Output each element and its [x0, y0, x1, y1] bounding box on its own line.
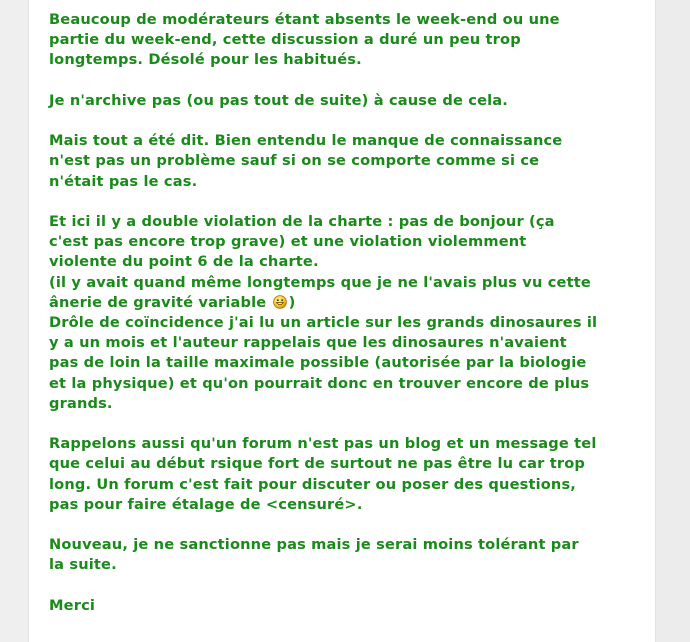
- message-line: y a un mois et l'auteur rappelais que les dinosaures n'avaient: [49, 334, 567, 352]
- message-line: la suite.: [49, 556, 117, 574]
- message-line-with-smiley: [49, 293, 649, 313]
- message-line: partie du week-end, cette discussion a duré un peu trop: [49, 31, 521, 49]
- message-line: Beaucoup de modérateurs étant absents le week-end ou une: [49, 11, 560, 28]
- message-line: Rappelons aussi qu'un forum n'est pas un blog et un message tel: [49, 435, 597, 453]
- message-line: pas pour faire étalage de <censuré>.: [49, 495, 363, 513]
- message-line: long. Un forum c'est fait pour discuter ou poser des questions,: [49, 475, 576, 493]
- message-line: et la physique) et qu'on pourrait donc en trouver encore de plus: [49, 374, 590, 392]
- message-paragraph: [49, 10, 649, 71]
- message-line: n'était pas le cas.: [49, 172, 198, 190]
- message-line-text: ânerie de gravité variable: [49, 293, 267, 311]
- message-line: n'est pas un problème sauf si on se comporte comme si ce: [49, 152, 540, 170]
- forum-post-panel: [28, 0, 656, 642]
- message-line: Merci: [49, 596, 96, 614]
- message-line: Nouveau, je ne sanctionne pas mais je serai moins tolérant par: [49, 536, 579, 554]
- message-line: Mais tout a été dit. Bien entendu le manque de connaissance: [49, 132, 563, 150]
- message-line: que celui au début rsique fort de surtout ne pas être lu car trop: [49, 455, 585, 473]
- left-gutter: [0, 0, 28, 642]
- message-line: violente du point 6 de la charte.: [49, 253, 319, 271]
- message-signoff: [49, 596, 649, 616]
- message-line: Je n'archive pas (ou pas tout de suite) à cause de cela.: [49, 91, 508, 109]
- message-line: pas de loin la taille maximale possible (autorisée par la biologie: [49, 354, 587, 372]
- message-line: Drôle de coïncidence j'ai lu un article sur les grands dinosaures il: [49, 314, 598, 331]
- message-paragraph: [49, 535, 649, 575]
- message-paragraph: [49, 131, 649, 192]
- message-line: Et ici il y a double violation de la charte : pas de bonjour (ça: [49, 212, 555, 230]
- message-line: (il y avait quand même longtemps que je ne l'avais plus vu cette: [49, 273, 591, 291]
- smiley-suffix: ): [288, 293, 296, 311]
- grinning-smiley-icon: [273, 295, 287, 309]
- message-paragraph: [49, 434, 649, 515]
- message-paragraph: [49, 212, 649, 414]
- right-gutter: [656, 0, 690, 642]
- message-line: longtemps. Désolé pour les habitués.: [49, 51, 362, 69]
- moderator-message-body: [49, 10, 649, 636]
- message-line: grands.: [49, 394, 113, 412]
- message-paragraph: [49, 91, 649, 111]
- message-line: c'est pas encore trop grave) et une violation violemment: [49, 233, 527, 251]
